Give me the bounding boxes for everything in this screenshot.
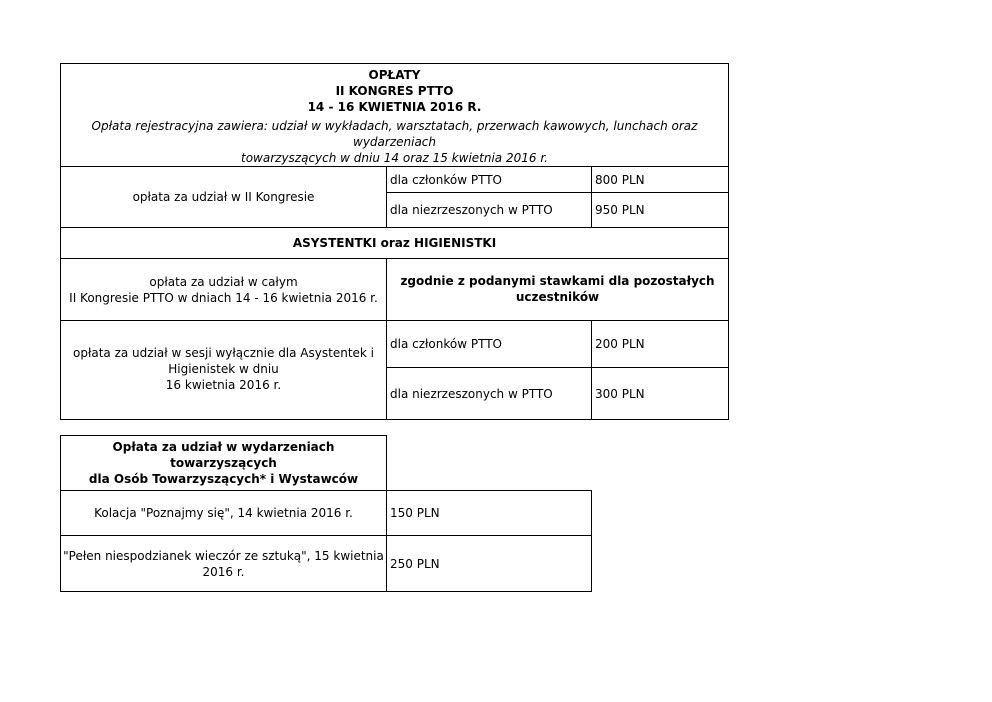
congress-price-nonmembers: 950 PLN [591,192,729,228]
congress-dates: 14 - 16 KWIETNIA 2016 R. [307,100,482,114]
assistants-full-note: zgodnie z podanymi stawkami dla pozostałych uczestników [386,258,729,321]
assistants-heading: ASYSTENTKI oraz HIGIENISTKI [60,227,729,259]
page-title: OPŁATY [368,68,421,82]
congress-title: II KONGRES PTTO [335,84,454,98]
assistants-full-label: opłata za udział w całym II Kongresie PTTO w dniach 14 - 16 kwietnia 2016 r. [60,258,387,321]
event-art-evening-label: "Pełen niespodzianek wieczór ze sztuką", 15 kwietnia 2016 r. [60,535,387,592]
event-art-evening-price: 250 PLN [386,535,592,592]
fee-note-line2: towarzyszących w dniu 14 oraz 15 kwietnia 2016 r. [241,151,548,165]
event-dinner-label: Kolacja "Poznajmy się", 14 kwietnia 2016 r. [60,490,387,536]
fee-note-line1: Opłata rejestracyjna zawiera: udział w wykładach, warsztatach, przerwach kawowych, lunchach oraz wydarzeniach [91,119,698,149]
congress-category-members: dla członków PTTO [386,166,592,193]
event-dinner-price: 150 PLN [386,490,592,536]
session-category-nonmembers: dla niezrzeszonych w PTTO [386,367,592,420]
session-price-members: 200 PLN [591,320,729,368]
congress-price-members: 800 PLN [591,166,729,193]
session-category-members: dla członków PTTO [386,320,592,368]
congress-fee-label: opłata za udział w II Kongresie [60,166,387,228]
session-price-nonmembers: 300 PLN [591,367,729,420]
congress-category-nonmembers: dla niezrzeszonych w PTTO [386,192,592,228]
events-heading: Opłata za udział w wydarzeniach towarzyszących dla Osób Towarzyszących* i Wystawców [60,435,387,491]
header-block [60,63,729,167]
assistants-session-label: opłata za udział w sesji wyłącznie dla Asystentek i Higienistek w dniu 16 kwietnia 2016 r. [60,320,387,420]
